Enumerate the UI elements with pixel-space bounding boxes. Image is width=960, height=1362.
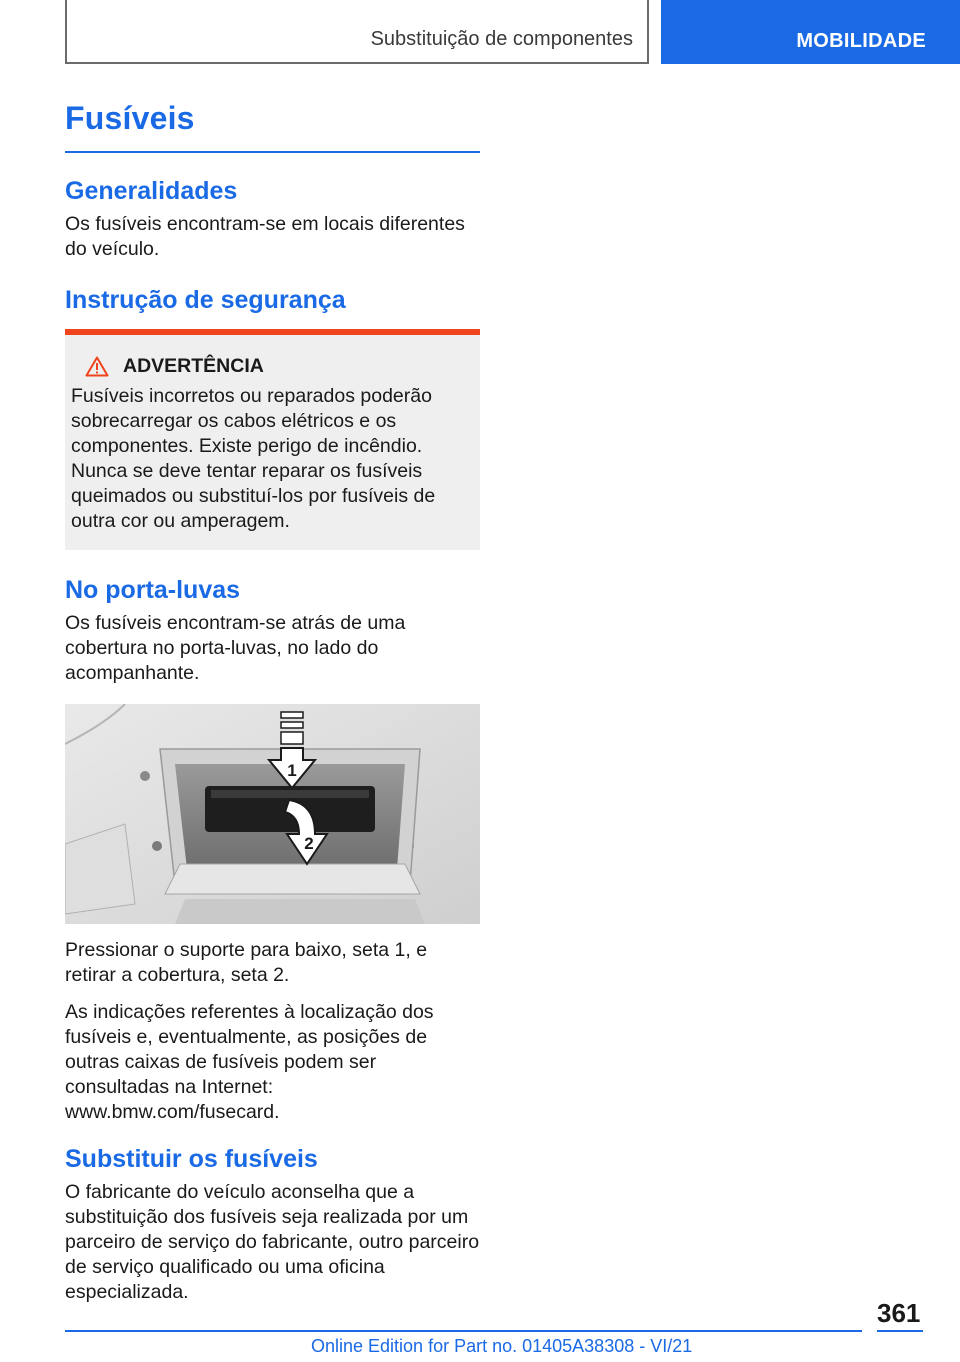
warning-box bbox=[65, 329, 480, 550]
glovebox-text: Os fusíveis encontram-se atrás de uma cobertura no porta-luvas, no lado do acompanhante. bbox=[65, 612, 406, 684]
glovebox-info: As indicações referentes à localização dos fusíveis e, eventualmente, as posições de outras caixas de fusíveis podem ser consultadas na Internet: www.bmw.com/fusecard. bbox=[65, 1001, 434, 1123]
warning-title bbox=[71, 355, 470, 378]
header-section: Substituição de componentes bbox=[370, 28, 633, 50]
glovebox-figure bbox=[65, 704, 480, 924]
chapter-label: MOBILIDADE bbox=[796, 30, 926, 52]
footer-rule bbox=[65, 1330, 862, 1332]
footer-rule-page bbox=[877, 1330, 923, 1332]
warning-label: ADVERTÊNCIA bbox=[123, 355, 264, 377]
chapter-tab[interactable] bbox=[661, 0, 960, 64]
warning-triangle-icon bbox=[85, 356, 109, 377]
arrow-label-2: 2 bbox=[304, 834, 314, 853]
heading-safety: Instrução de segurança bbox=[65, 286, 346, 314]
heading-general: Generalidades bbox=[65, 177, 238, 205]
general-text: Os fusíveis encontram-se em locais diferentes do veículo. bbox=[65, 213, 465, 260]
warning-text: Fusíveis incorretos ou reparados poderão sobrecarregar os cabos elétricos e os componentes. Existe perigo de incêndio. Nunca se deve tentar reparar os fusíveis queimados ou substituí-los por fusíveis de outra cor ou amperagem. bbox=[71, 385, 436, 532]
footer-edition: Online Edition for Part no. 01405A38308 - VI/21 bbox=[311, 1336, 693, 1356]
figure-caption: Pressionar o suporte para baixo, seta 1, e retirar a cobertura, seta 2. bbox=[65, 939, 428, 986]
heading-glovebox: No porta-luvas bbox=[65, 576, 241, 604]
page-number: 361 bbox=[877, 1298, 921, 1328]
arrow-label-1: 1 bbox=[287, 761, 297, 780]
replace-text: O fabricante do veículo aconselha que a substituição dos fusíveis seja realizada por um parceiro de serviço do fabricante, outro parceiro de serviço qualificado ou uma oficina especializada. bbox=[65, 1181, 480, 1303]
heading-replace: Substituir os fusíveis bbox=[65, 1145, 318, 1173]
header-box bbox=[65, 0, 649, 64]
page-title: Fusíveis bbox=[65, 100, 480, 153]
content-column bbox=[65, 100, 480, 1305]
